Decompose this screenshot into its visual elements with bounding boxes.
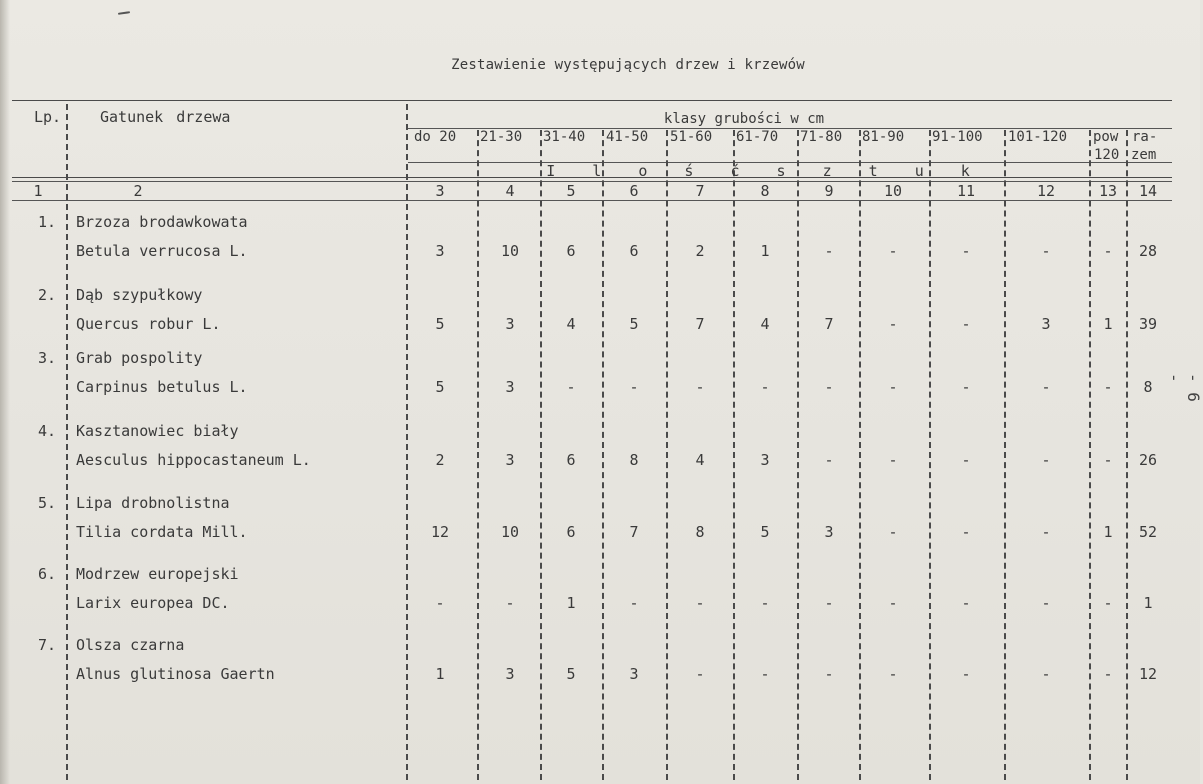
row-value: - bbox=[1041, 242, 1051, 260]
row-value: 6 bbox=[566, 451, 576, 469]
column-number: 3 bbox=[435, 182, 445, 200]
class-header: 61-70 bbox=[736, 129, 779, 145]
row-value: - bbox=[961, 523, 971, 541]
row-value: 3 bbox=[1041, 315, 1051, 333]
row-lp: 5. bbox=[37, 494, 56, 512]
row-value: 39 bbox=[1138, 315, 1158, 333]
row-species-name: Lipa drobnolistna bbox=[76, 494, 230, 512]
row-value: - bbox=[961, 315, 971, 333]
row-value: 8 bbox=[695, 523, 705, 541]
row-value: - bbox=[824, 242, 834, 260]
row-value: - bbox=[1041, 378, 1051, 396]
row-value: 3 bbox=[505, 451, 515, 469]
row-value: - bbox=[888, 378, 898, 396]
column-number: 8 bbox=[760, 182, 770, 200]
row-lp: 6. bbox=[37, 565, 56, 583]
class-header-cont: 120 bbox=[1094, 147, 1120, 163]
column-number: 11 bbox=[956, 182, 976, 200]
class-header: 21-30 bbox=[480, 129, 523, 145]
row-value: - bbox=[961, 594, 971, 612]
row-lp: 2. bbox=[37, 286, 56, 304]
class-header: ra- bbox=[1132, 129, 1158, 145]
row-value: - bbox=[566, 378, 576, 396]
row-value: 7 bbox=[695, 315, 705, 333]
row-value: - bbox=[1041, 451, 1051, 469]
row-species-latin: Alnus glutinosa Gaertn bbox=[76, 665, 275, 683]
row-value: - bbox=[1103, 451, 1113, 469]
rule-header-bottom-2 bbox=[12, 181, 1172, 182]
row-lp: 7. bbox=[37, 636, 56, 654]
row-value: 2 bbox=[695, 242, 705, 260]
row-value: - bbox=[1041, 523, 1051, 541]
column-number: 7 bbox=[695, 182, 705, 200]
row-value: 1 bbox=[1103, 523, 1113, 541]
column-number: 6 bbox=[629, 182, 639, 200]
col-sep-10 bbox=[929, 130, 931, 780]
row-value: 8 bbox=[1143, 378, 1153, 396]
page-edge-shadow bbox=[0, 0, 10, 784]
row-value: - bbox=[824, 451, 834, 469]
row-value: 3 bbox=[824, 523, 834, 541]
col-sep-6 bbox=[666, 130, 668, 780]
document-title: Zestawienie występujących drzew i krzewów bbox=[451, 57, 805, 73]
row-value: - bbox=[695, 594, 705, 612]
header-klasy: klasy grubości w cm bbox=[663, 111, 825, 127]
row-species-name: Olsza czarna bbox=[76, 636, 185, 654]
row-value: 3 bbox=[505, 665, 515, 683]
row-value: - bbox=[888, 315, 898, 333]
row-species-name: Grab pospolity bbox=[76, 349, 203, 367]
row-species-latin: Quercus robur L. bbox=[76, 315, 221, 333]
row-value: 5 bbox=[629, 315, 639, 333]
row-value: - bbox=[629, 594, 639, 612]
row-lp: 3. bbox=[37, 349, 56, 367]
row-value: - bbox=[888, 242, 898, 260]
row-value: 4 bbox=[566, 315, 576, 333]
row-value: - bbox=[760, 594, 770, 612]
row-value: 3 bbox=[505, 378, 515, 396]
row-value: 1 bbox=[435, 665, 445, 683]
row-value: - bbox=[1041, 594, 1051, 612]
column-number: 14 bbox=[1138, 182, 1158, 200]
page-number: - 6 - bbox=[1165, 373, 1203, 402]
row-value: - bbox=[1103, 594, 1113, 612]
row-value: 3 bbox=[629, 665, 639, 683]
row-value: - bbox=[961, 378, 971, 396]
rule-colnums bbox=[12, 200, 1172, 201]
column-number: 12 bbox=[1036, 182, 1056, 200]
row-species-latin: Aesculus hippocastaneum L. bbox=[76, 451, 311, 469]
ink-mark bbox=[118, 11, 130, 15]
col-sep-4 bbox=[540, 130, 542, 780]
row-value: - bbox=[695, 378, 705, 396]
row-value: - bbox=[505, 594, 515, 612]
row-value: 3 bbox=[505, 315, 515, 333]
class-header: 91-100 bbox=[932, 129, 983, 145]
row-value: 5 bbox=[760, 523, 770, 541]
row-value: 8 bbox=[629, 451, 639, 469]
row-value: 4 bbox=[695, 451, 705, 469]
row-value: 28 bbox=[1138, 242, 1158, 260]
row-species-latin: Carpinus betulus L. bbox=[76, 378, 248, 396]
row-value: 1 bbox=[1143, 594, 1153, 612]
class-header: 31-40 bbox=[543, 129, 586, 145]
row-value: - bbox=[888, 665, 898, 683]
class-header: do 20 bbox=[414, 129, 457, 145]
header-lp: Lp. bbox=[34, 108, 62, 126]
row-value: - bbox=[961, 242, 971, 260]
class-header: 71-80 bbox=[800, 129, 843, 145]
row-value: 12 bbox=[430, 523, 450, 541]
row-value: 6 bbox=[629, 242, 639, 260]
row-value: 1 bbox=[760, 242, 770, 260]
row-value: 2 bbox=[435, 451, 445, 469]
col-sep-5 bbox=[602, 130, 604, 780]
row-value: - bbox=[1103, 378, 1113, 396]
column-number: 9 bbox=[824, 182, 834, 200]
row-value: 12 bbox=[1138, 665, 1158, 683]
column-number: 1 bbox=[33, 182, 43, 200]
row-value: - bbox=[888, 451, 898, 469]
column-number: 2 bbox=[133, 182, 143, 200]
row-value: 7 bbox=[629, 523, 639, 541]
row-species-name: Brzoza brodawkowata bbox=[76, 213, 248, 231]
row-value: - bbox=[1103, 665, 1113, 683]
col-sep-3 bbox=[477, 130, 479, 780]
row-value: 7 bbox=[824, 315, 834, 333]
row-value: 6 bbox=[566, 242, 576, 260]
row-value: 5 bbox=[435, 315, 445, 333]
class-header: 101-120 bbox=[1008, 129, 1068, 145]
col-sep-8 bbox=[797, 130, 799, 780]
row-value: - bbox=[824, 665, 834, 683]
row-value: - bbox=[1041, 665, 1051, 683]
row-value: - bbox=[824, 378, 834, 396]
row-value: - bbox=[760, 378, 770, 396]
row-species-latin: Tilia cordata Mill. bbox=[76, 523, 248, 541]
row-value: - bbox=[629, 378, 639, 396]
col-sep-lp bbox=[66, 104, 68, 780]
row-value: - bbox=[760, 665, 770, 683]
row-value: 10 bbox=[500, 242, 520, 260]
row-value: - bbox=[1103, 242, 1113, 260]
row-species-name: Modrzew europejski bbox=[76, 565, 239, 583]
row-species-name: Kasztanowiec biały bbox=[76, 422, 239, 440]
column-number: 4 bbox=[505, 182, 515, 200]
row-value: - bbox=[824, 594, 834, 612]
row-species-latin: Larix europea DC. bbox=[76, 594, 230, 612]
header-gatunek: Gatunek drzewa bbox=[100, 108, 231, 126]
row-value: 1 bbox=[1103, 315, 1113, 333]
row-value: - bbox=[961, 665, 971, 683]
row-value: 5 bbox=[435, 378, 445, 396]
col-sep-7 bbox=[733, 130, 735, 780]
row-lp: 1. bbox=[37, 213, 56, 231]
row-value: 26 bbox=[1138, 451, 1158, 469]
row-value: 4 bbox=[760, 315, 770, 333]
row-value: - bbox=[888, 594, 898, 612]
row-species-latin: Betula verrucosa L. bbox=[76, 242, 248, 260]
row-value: - bbox=[961, 451, 971, 469]
col-sep-name bbox=[406, 104, 408, 780]
column-number: 5 bbox=[566, 182, 576, 200]
class-header: 51-60 bbox=[670, 129, 713, 145]
class-header: 81-90 bbox=[862, 129, 905, 145]
col-sep-9 bbox=[859, 130, 861, 780]
row-value: - bbox=[435, 594, 445, 612]
row-lp: 4. bbox=[37, 422, 56, 440]
col-sep-11 bbox=[1004, 130, 1006, 780]
header-ilosc: I l o ś ć s z t u k bbox=[546, 162, 984, 180]
row-value: 1 bbox=[566, 594, 576, 612]
class-header-cont: zem bbox=[1131, 147, 1157, 163]
column-number: 13 bbox=[1098, 182, 1118, 200]
class-header: pow bbox=[1093, 129, 1119, 145]
col-sep-12 bbox=[1089, 130, 1091, 780]
class-header: 41-50 bbox=[606, 129, 649, 145]
col-sep-13 bbox=[1126, 130, 1128, 780]
row-value: 3 bbox=[435, 242, 445, 260]
row-value: 6 bbox=[566, 523, 576, 541]
rule-top bbox=[12, 100, 1172, 101]
row-value: 5 bbox=[566, 665, 576, 683]
row-value: 52 bbox=[1138, 523, 1158, 541]
row-value: - bbox=[888, 523, 898, 541]
row-value: 3 bbox=[760, 451, 770, 469]
row-value: - bbox=[695, 665, 705, 683]
column-number: 10 bbox=[883, 182, 903, 200]
row-species-name: Dąb szypułkowy bbox=[76, 286, 203, 304]
row-value: 10 bbox=[500, 523, 520, 541]
